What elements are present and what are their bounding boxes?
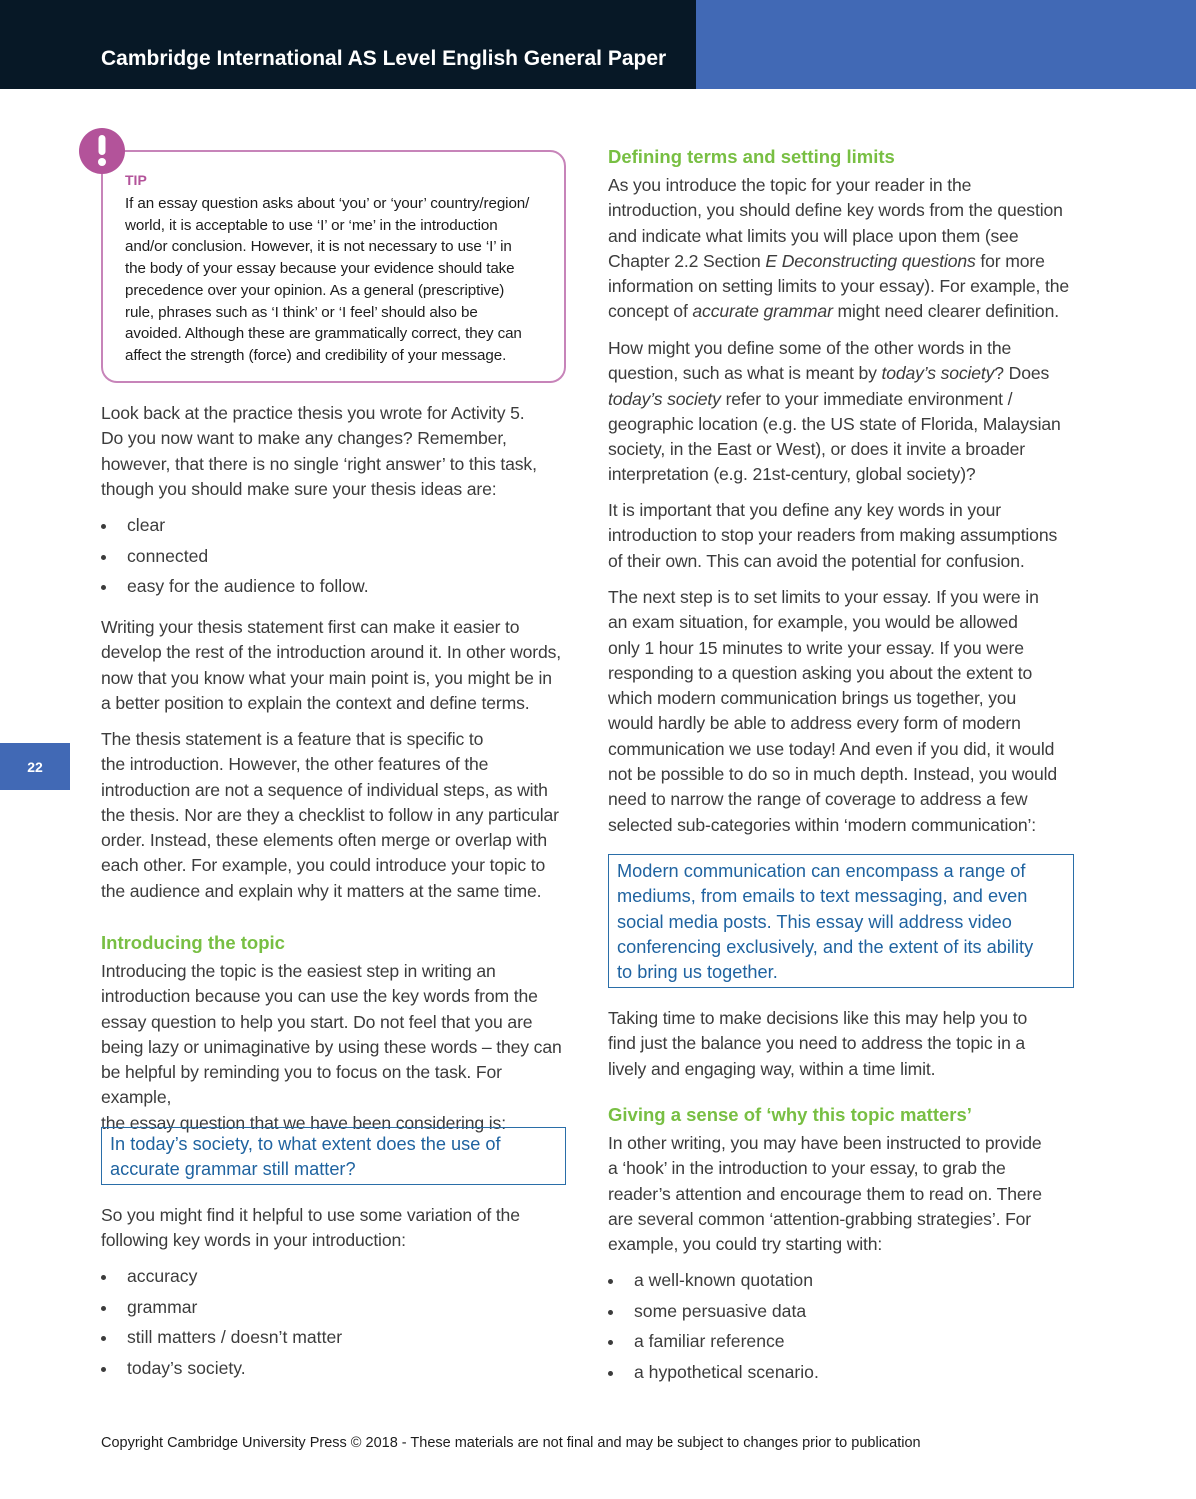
list-item: grammar	[101, 1295, 567, 1326]
example-statement-box: Modern communication can encompass a range of mediums, from emails to text messaging, and even social media posts. This essay will address video conferencing exclusively, and the extent of its ability to bring us together.	[608, 854, 1074, 988]
left-paragraph-1: Look back at the practice thesis you wrote for Activity 5. Do you now want to make any changes? Remember, however, that there is no single ‘right answer’ to this task, though you should make sure your thesis ideas are:	[101, 403, 537, 499]
header-accent-block	[696, 0, 1196, 89]
page-number-tab	[0, 743, 70, 790]
list-item: today’s society.	[101, 1356, 567, 1387]
bullet-icon	[608, 1371, 613, 1376]
left-paragraph-2: Writing your thesis statement first can make it easier to develop the rest of the introduction around it. In other words, now that you know what your main point is, you might be in a better position to explain the context and define terms.	[101, 617, 561, 713]
bullet-icon	[101, 585, 106, 590]
left-paragraph-3: The thesis statement is a feature that is specific to the introduction. However, the other features of the introduction are not a sequence of individual steps, as with the thesis. Nor are they a checklist to follow in any particular order. Instead, these elements often merge or overlap with each other. For example, you could introduce your topic to the audience and explain why it matters at the same time.	[101, 729, 559, 901]
list-item: a familiar reference	[608, 1329, 1076, 1360]
tip-line: and/or conclusion. However, it is not necessary to use ‘I’ in	[125, 238, 512, 256]
thesis-qualities-list	[101, 513, 567, 605]
left-paragraph-4: Introducing the topic is the easiest step in writing an introduction because you can use the key words from the essay question to help you start. Do not feel that you are being lazy or unimaginative by using these words – they can be helpful by reminding you to focus on the task. For example, the essay question that we have been considering is:	[101, 961, 562, 1133]
list-item: a well-known quotation	[608, 1268, 1076, 1299]
bullet-icon	[101, 1367, 106, 1372]
right-paragraph-6: In other writing, you may have been instructed to provide a ‘hook’ in the introduction to your essay, to grab the reader’s attention and encourage them to read on. There are several common ‘attention-grabbing strategies’. For example, you could try starting with:	[608, 1133, 1042, 1255]
bullet-icon	[101, 524, 106, 529]
bullet-icon	[101, 1306, 106, 1311]
right-paragraph-3: It is important that you define any key words in your introduction to stop your readers from making assumptions of their own. This can avoid the potential for confusion.	[608, 500, 1058, 571]
tip-line: precedence over your opinion. As a general (prescriptive)	[125, 281, 505, 299]
tip-line: world, it is acceptable to use ‘I’ or ‘me’ in the introduction	[125, 216, 498, 234]
right-paragraph-5: Taking time to make decisions like this may help you to find just the balance you need to address the topic in a lively and engaging way, within a time limit.	[608, 1008, 1028, 1079]
list-item: still matters / doesn’t matter	[101, 1325, 567, 1356]
list-item: some persuasive data	[608, 1299, 1076, 1330]
heading-why-topic-matters: Giving a sense of ‘why this topic matters’	[608, 1104, 972, 1125]
tip-line: avoided. Although these are grammatically correct, they can	[125, 325, 522, 343]
book-title: Cambridge International AS Level English General Paper	[101, 47, 667, 70]
list-item: clear	[101, 513, 567, 544]
tip-label: TIP	[125, 172, 147, 188]
header-bar	[0, 0, 696, 89]
essay-question-box: In today’s society, to what extent does the use of accurate grammar still matter?	[101, 1127, 566, 1185]
tip-line: affect the strength (force) and credibility of your message.	[125, 346, 507, 364]
list-item: a hypothetical scenario.	[608, 1360, 1076, 1391]
right-paragraph-2: How might you define some of the other words in the question, such as what is meant by today’s society? Does today’s society refer to your immediate environment / geographic location (e.g. the US state of Florida, Malaysian society, in the East or West), or does it invite a broader interpretation (e.g. 21st-century, global society)?	[608, 338, 1061, 485]
heading-introducing-the-topic: Introducing the topic	[101, 932, 285, 953]
tip-line: rule, phrases such as ‘I think’ or ‘I feel’ should also be	[125, 303, 478, 321]
attention-strategies-list	[608, 1268, 1076, 1390]
bullet-icon	[101, 555, 106, 560]
left-paragraph-5: So you might find it helpful to use some variation of the following key words in your introduction:	[101, 1205, 520, 1251]
tip-line: the body of your essay because your evidence should take	[125, 260, 515, 278]
bullet-icon	[608, 1279, 613, 1284]
list-item: connected	[101, 544, 567, 575]
list-item: accuracy	[101, 1264, 567, 1295]
bullet-icon	[101, 1275, 106, 1280]
right-paragraph-4: The next step is to set limits to your essay. If you were in an exam situation, for example, you would be allowed only 1 hour 15 minutes to write your essay. If you were responding to a question asking you about the extent to which modern communication brings us together, you would hardly be able to address every form of modern communication we use today! And even if you did, it would not be possible to do so in much depth. Instead, you would need to narrow the range of coverage to address a few selected sub-categories within ‘modern communication’:	[608, 587, 1058, 835]
page-number: 22	[27, 758, 43, 775]
copyright-footer: Copyright Cambridge University Press © 2018 - These materials are not final and may be subject to changes prior to publication	[101, 1435, 921, 1451]
exclamation-icon	[79, 128, 125, 174]
bullet-icon	[608, 1340, 613, 1345]
right-paragraph-1: As you introduce the topic for your reader in the introduction, you should define key words from the question and indicate what limits you will place upon them (see Chapter 2.2 Section E Deconstructing questions for more information on setting limits to your essay). For example, the concept of accurate grammar might need clearer definition.	[608, 175, 1070, 322]
tip-text	[125, 193, 557, 367]
bullet-icon	[608, 1310, 613, 1315]
bullet-icon	[101, 1336, 106, 1341]
key-words-list	[101, 1264, 567, 1386]
list-item: easy for the audience to follow.	[101, 574, 567, 605]
tip-line: If an essay question asks about ‘you’ or ‘your’ country/region/	[125, 195, 530, 212]
heading-defining-terms: Defining terms and setting limits	[608, 146, 895, 167]
